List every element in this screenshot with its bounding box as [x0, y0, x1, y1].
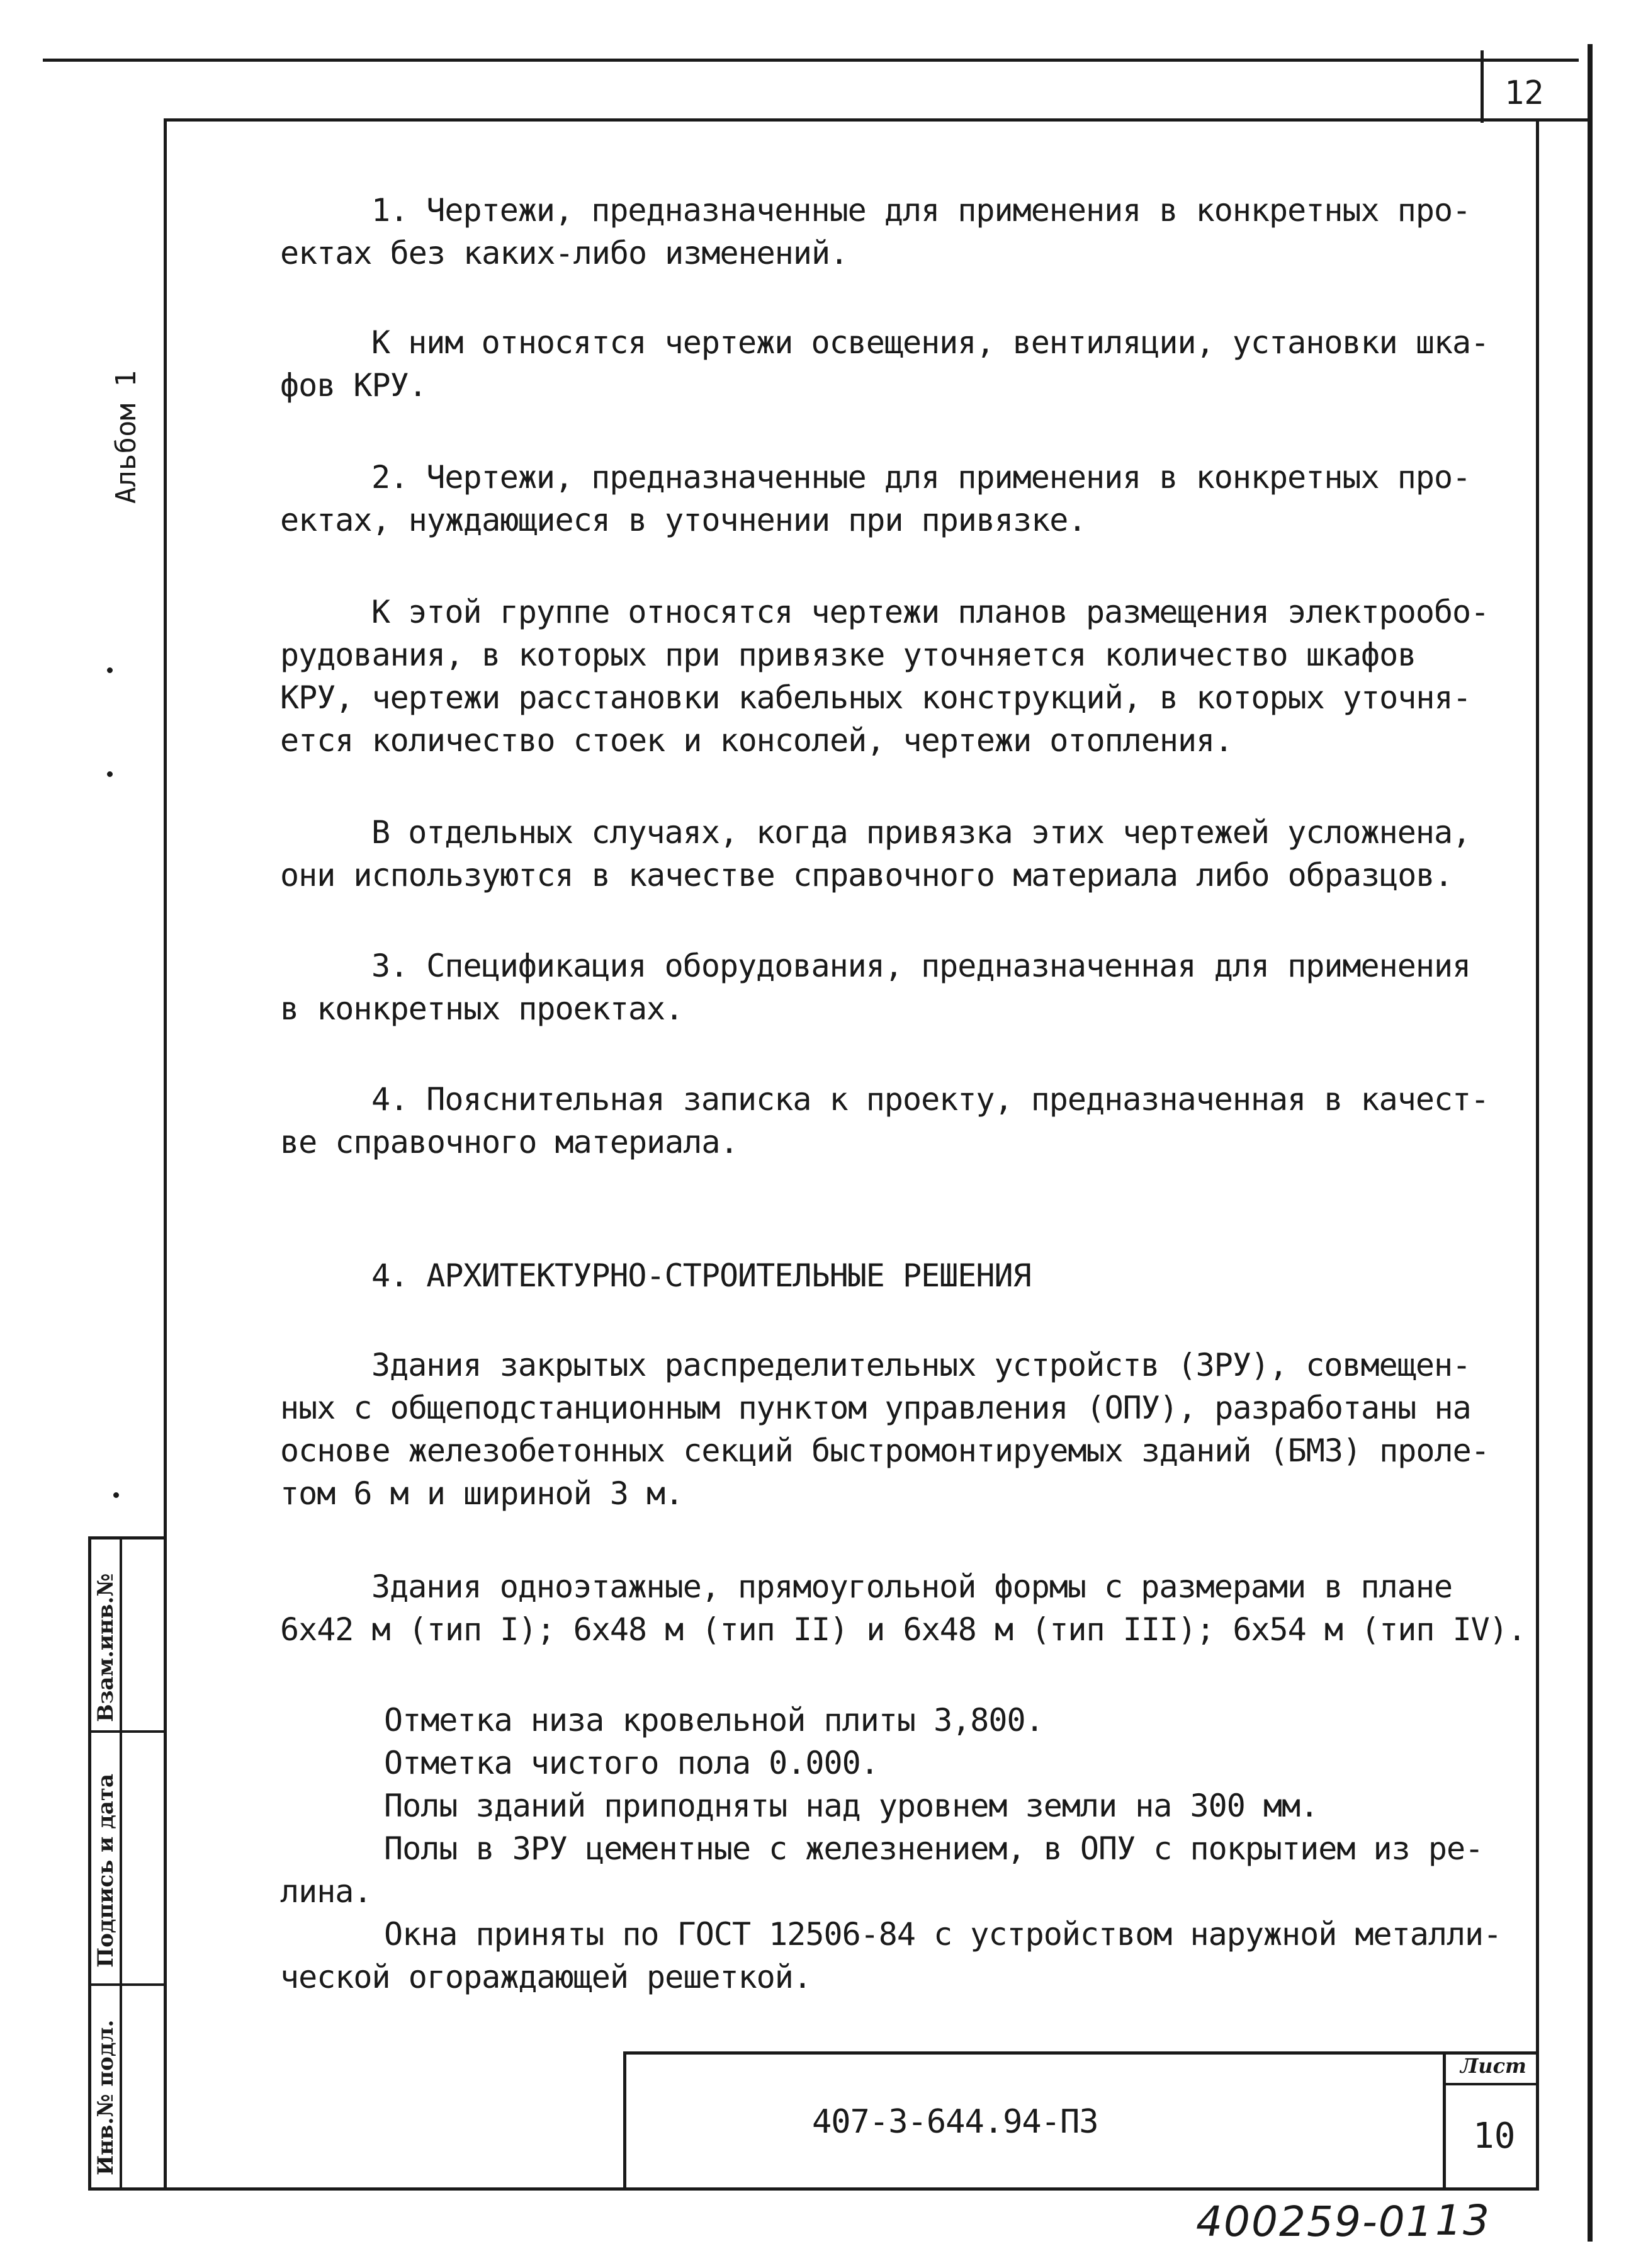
text-line: фов КРУ. — [280, 367, 427, 404]
album-label: Альбом 1 — [110, 370, 142, 504]
text-line: Отметка чистого пола 0.000. — [384, 1745, 879, 1781]
text-line: Здания закрытых распределительных устройств (ЗРУ), совмещен- — [371, 1347, 1471, 1383]
text-line: 2. Чертежи, предназначенные для применения в конкретных про- — [371, 459, 1471, 496]
text-line: 1. Чертежи, предназначенные для применения в конкретных про- — [371, 192, 1471, 229]
text-line: в конкретных проектах. — [280, 990, 684, 1027]
handwritten-page: 13 — [1435, 2196, 1491, 2245]
text-line: ектах без каких-либо изменений. — [280, 235, 849, 271]
text-line: 6х42 м (тип I); 6х48 м (тип II) и 6х48 м (тип III); 6х54 м (тип IV). — [280, 1611, 1526, 1648]
title-block-left — [623, 2051, 626, 2190]
top-edge-line — [43, 59, 1579, 62]
document-code: 407-3-644.94-ПЗ — [812, 2103, 1098, 2141]
frame-top — [164, 118, 1589, 122]
sheet-label: Лист — [1460, 2054, 1526, 2078]
text-line: Здания одноэтажные, прямоугольной формы с размерами в плане — [371, 1568, 1453, 1605]
stamp-inv-label: Инв.№ подл. — [93, 2019, 118, 2175]
text-line: ческой огораждающей решеткой. — [280, 1959, 811, 1995]
margin-dot — [107, 771, 113, 777]
side-stamp-divider — [120, 1536, 122, 2190]
text-line: В отдельных случаях, когда привязка этих чертежей усложнена, — [371, 814, 1471, 851]
margin-dot — [113, 1492, 119, 1498]
section-heading: 4. АРХИТЕКТУРНО-СТРОИТЕЛЬНЫЕ РЕШЕНИЯ — [371, 1257, 1031, 1294]
sheet-number: 10 — [1473, 2116, 1516, 2157]
text-line: КРУ, чертежи расстановки кабельных конструкций, в которых уточня- — [280, 679, 1471, 716]
text-line: ве справочного материала. — [280, 1124, 738, 1160]
text-line: Полы в ЗРУ цементные с железнением, в ОПУ с покрытием из ре- — [384, 1830, 1484, 1867]
stamp-vzam-label: Взам.инв.№ — [93, 1573, 118, 1722]
text-line: 3. Спецификация оборудования, предназначенная для применения — [371, 948, 1471, 984]
frame-bottom — [88, 2187, 1539, 2191]
title-block-sheet-line — [1443, 2083, 1537, 2085]
text-line: Отметка низа кровельной плиты 3,800. — [384, 1702, 1044, 1738]
text-line: ных с общеподстанционным пунктом управления (ОПУ), разработаны на — [280, 1390, 1471, 1426]
text-line: рудования, в которых при привязке уточняется количество шкафов — [280, 637, 1416, 673]
text-line: они используются в качестве справочного материала либо образцов. — [280, 857, 1453, 893]
page-number-box-left — [1481, 50, 1484, 123]
text-line: лина. — [280, 1873, 372, 1910]
handwritten-code: 400259-01 — [1196, 2197, 1434, 2246]
side-stamp-left — [88, 1536, 91, 2190]
page-number: 12 — [1504, 74, 1544, 112]
side-stamp-row-line — [88, 1730, 167, 1733]
side-stamp-top — [88, 1536, 167, 1539]
text-line: Полы зданий приподняты над уровнем земли на 300 мм. — [384, 1788, 1319, 1824]
side-stamp-row-line — [88, 1983, 167, 1986]
text-line: К этой группе относятся чертежи планов размещения электрообо- — [371, 594, 1489, 630]
text-line: 4. Пояснительная записка к проекту, предназначенная в качест- — [371, 1081, 1489, 1118]
text-line: ется количество стоек и консолей, чертежи отопления. — [280, 722, 1233, 759]
text-line: Окна приняты по ГОСТ 12506-84 с устройством наружной металли- — [384, 1916, 1502, 1953]
title-block-top — [623, 2051, 1539, 2055]
page-number-box-right — [1588, 44, 1593, 2242]
text-line: основе железобетонных секций быстромонтируемых зданий (БМЗ) проле- — [280, 1432, 1489, 1469]
frame-right — [1536, 118, 1539, 2190]
text-line: том 6 м и шириной 3 м. — [280, 1475, 684, 1512]
margin-dot — [107, 667, 113, 673]
text-line: К ним относятся чертежи освещения, вентиляции, установки шка- — [371, 324, 1489, 361]
frame-left — [164, 118, 167, 2190]
text-line: ектах, нуждающиеся в уточнении при привязке. — [280, 502, 1086, 538]
title-block-sheet-left — [1443, 2051, 1446, 2190]
stamp-podpis-label: Подпись и дата — [93, 1773, 118, 1968]
